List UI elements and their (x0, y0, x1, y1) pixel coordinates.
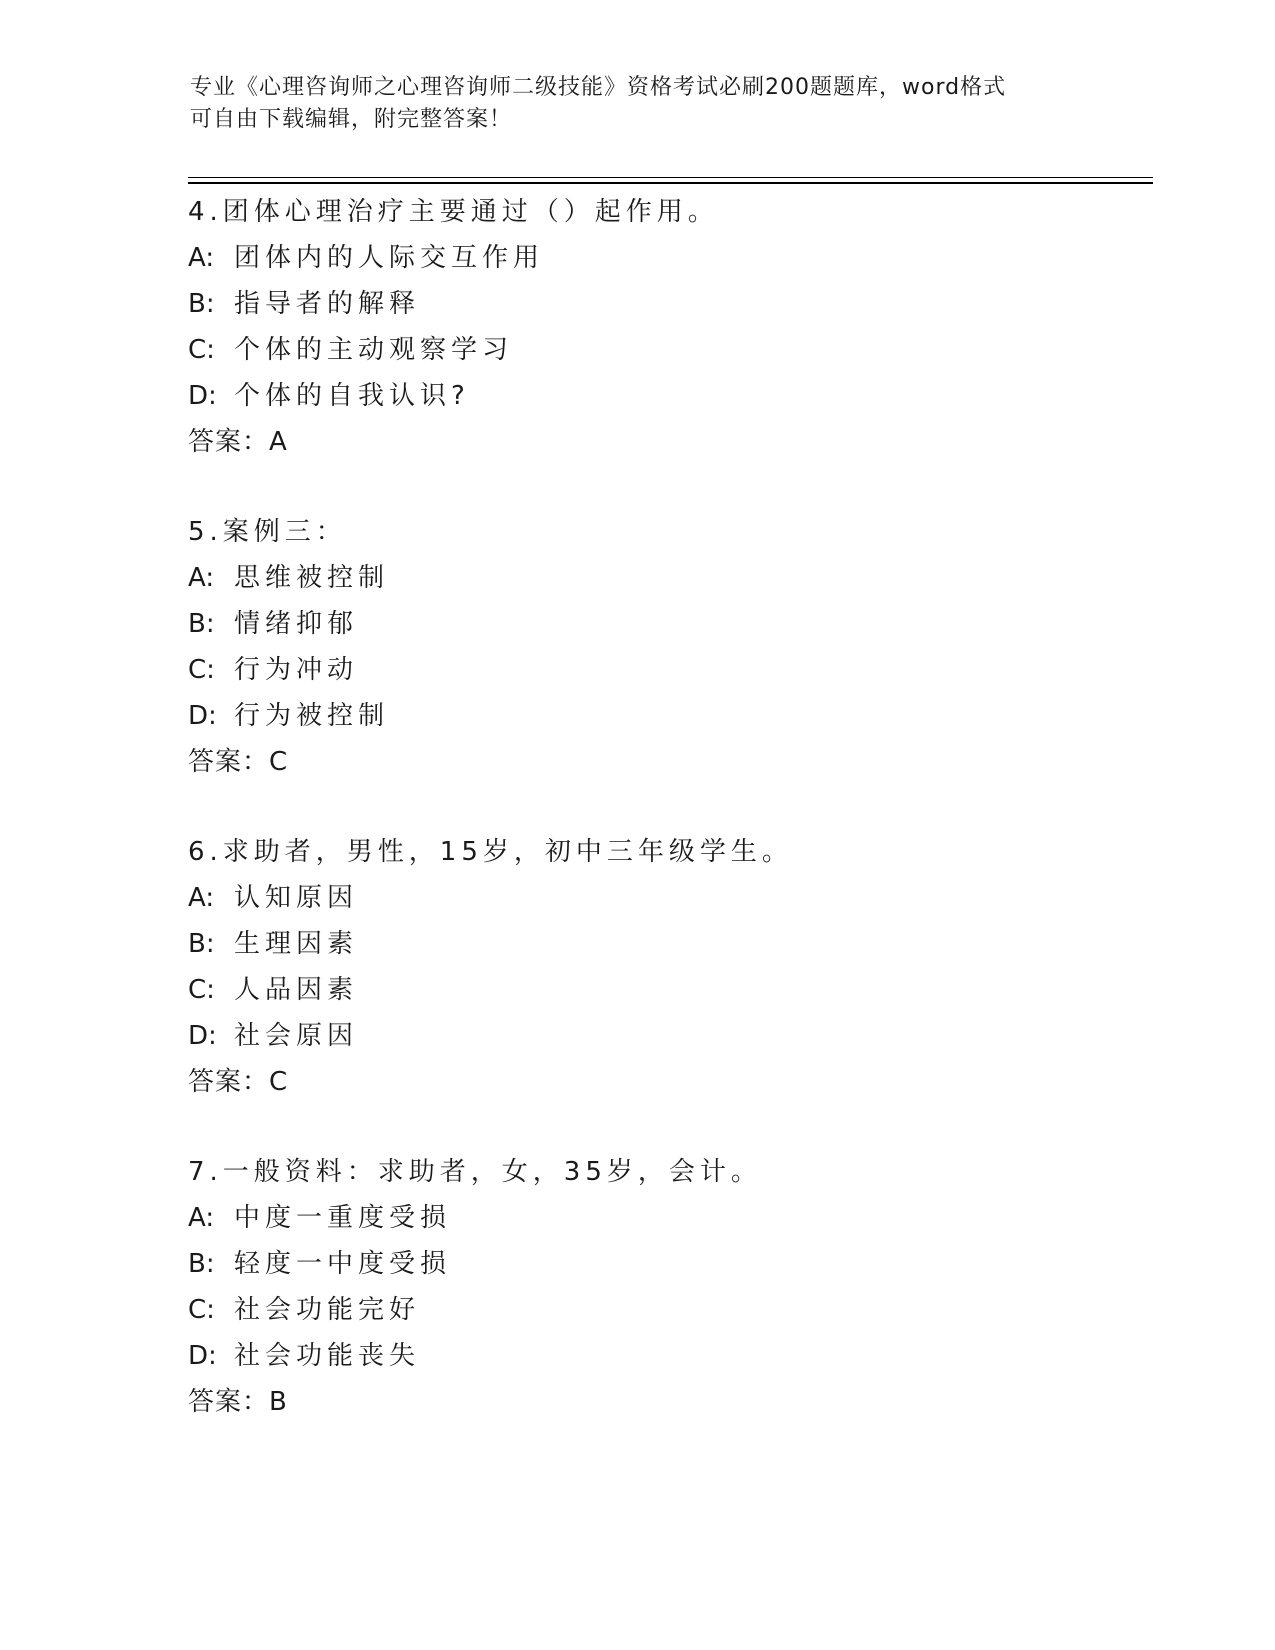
question-list (188, 189, 1148, 1469)
question-7 (188, 1149, 1148, 1469)
answer-line: 答案：B (188, 1387, 288, 1417)
question-stem: 7.一般资料：求助者，女，35岁，会计。 (188, 1157, 762, 1187)
option-text: 社会原因 (234, 1021, 359, 1051)
option-b (188, 281, 1148, 327)
option-key: C: (188, 655, 215, 685)
option-key: B: (188, 289, 215, 319)
question-stem: 5.案例三： (188, 517, 347, 547)
option-key: D: (188, 1341, 217, 1371)
option-text: 轻度一中度受损 (234, 1249, 452, 1279)
option-key: D: (188, 1021, 217, 1051)
option-key: D: (188, 701, 217, 731)
answer-line: 答案：C (188, 1067, 289, 1097)
question-4 (188, 189, 1148, 509)
question-stem: 4.团体心理治疗主要通过（）起作用。 (188, 197, 719, 227)
option-key: A: (188, 243, 215, 273)
question-5 (188, 509, 1148, 829)
option-text: 思维被控制 (234, 563, 390, 593)
question-6 (188, 829, 1148, 1149)
document-header (190, 72, 1090, 136)
question-stem: 6.求助者，男性，15岁，初中三年级学生。 (188, 837, 793, 867)
option-b (188, 1241, 1148, 1287)
option-c (188, 327, 1148, 373)
option-c (188, 967, 1148, 1013)
option-d (188, 373, 1148, 419)
option-text: 行为被控制 (234, 701, 390, 731)
option-key: B: (188, 1249, 215, 1279)
option-text: 认知原因 (234, 883, 359, 913)
option-key: C: (188, 335, 215, 365)
option-key: A: (188, 563, 215, 593)
option-b (188, 921, 1148, 967)
option-a (188, 235, 1148, 281)
answer-line: 答案：C (188, 747, 289, 777)
option-text: 个体的自我认识? (234, 381, 470, 411)
option-d (188, 1333, 1148, 1379)
header-divider-thick (188, 182, 1153, 184)
option-text: 社会功能丧失 (234, 1341, 421, 1371)
header-divider-thin (188, 177, 1153, 178)
option-text: 中度一重度受损 (234, 1203, 452, 1233)
option-text: 行为冲动 (234, 655, 359, 685)
option-key: D: (188, 381, 217, 411)
header-line-2: 可自由下载编辑，附完整答案！ (190, 107, 513, 132)
option-a (188, 1195, 1148, 1241)
option-key: B: (188, 929, 215, 959)
option-key: C: (188, 1295, 215, 1325)
option-d (188, 1013, 1148, 1059)
header-line-1: 专业《心理咨询师之心理咨询师二级技能》资格考试必刷200题题库，word格式 (190, 75, 1007, 100)
option-c (188, 1287, 1148, 1333)
option-text: 团体内的人际交互作用 (234, 243, 545, 273)
option-key: B: (188, 609, 215, 639)
option-text: 人品因素 (234, 975, 359, 1005)
option-a (188, 555, 1148, 601)
option-key: C: (188, 975, 215, 1005)
option-text: 情绪抑郁 (234, 609, 359, 639)
option-key: A: (188, 883, 215, 913)
option-d (188, 693, 1148, 739)
option-b (188, 601, 1148, 647)
answer-line: 答案：A (188, 427, 288, 457)
option-text: 生理因素 (234, 929, 359, 959)
option-text: 个体的主动观察学习 (234, 335, 514, 365)
option-text: 社会功能完好 (234, 1295, 421, 1325)
option-c (188, 647, 1148, 693)
option-a (188, 875, 1148, 921)
option-key: A: (188, 1203, 215, 1233)
option-text: 指导者的解释 (234, 289, 421, 319)
